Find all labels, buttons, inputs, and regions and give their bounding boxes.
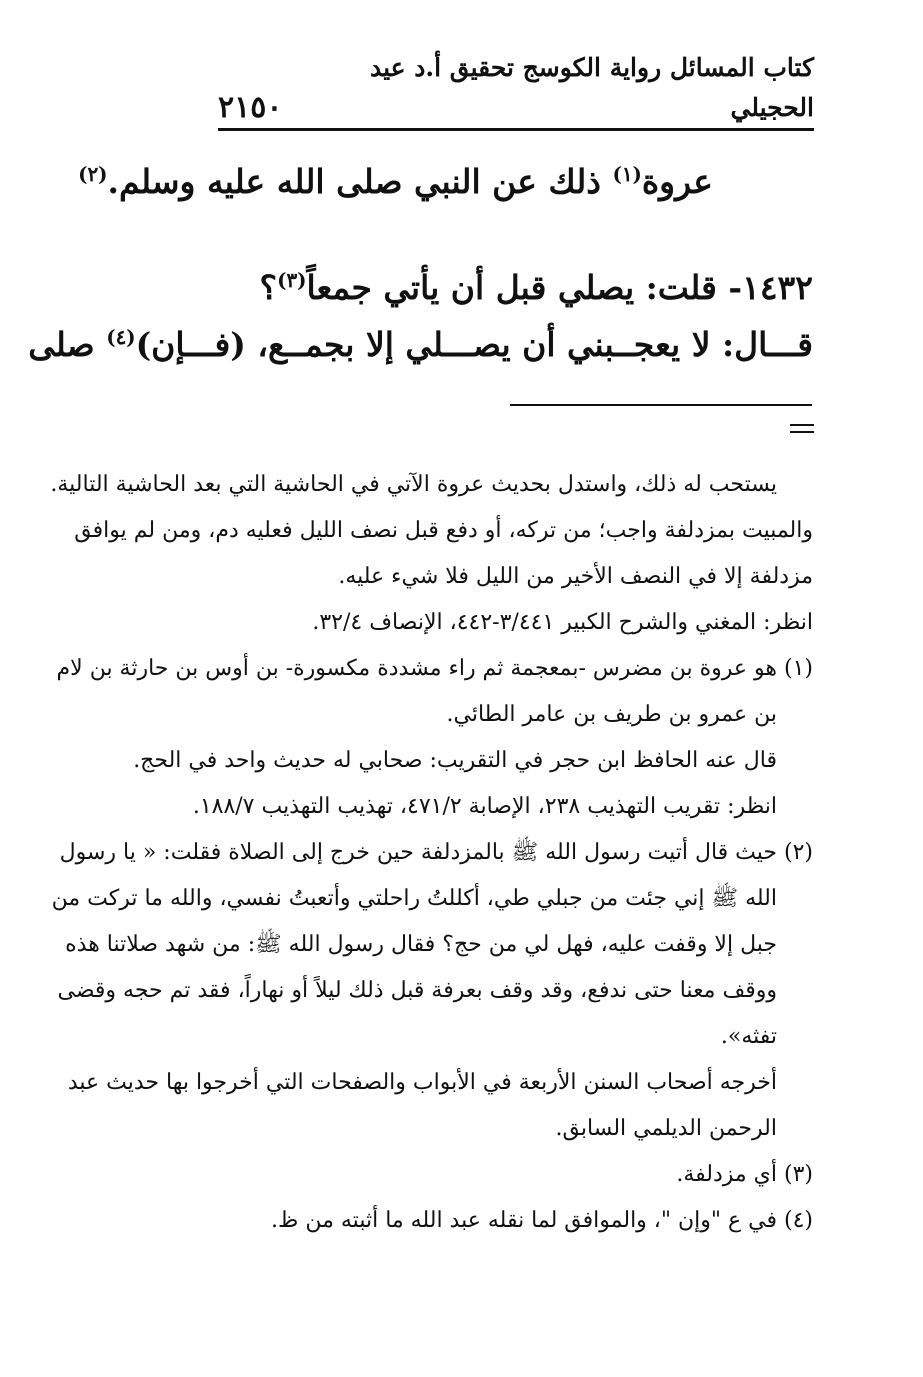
footnote-2-line: الرحمن الديلمي السابق.: [555, 1116, 777, 1141]
text-segment: قـــال: لا يعجــبني أن يصـــلي إلا بجمــع، (فـــإن): [135, 325, 813, 364]
footnote-ref: (٢): [78, 162, 108, 186]
footnote-1-line: انظر: تقريب التهذيب ٢٣٨، الإصابة ٤٧١/٢، تهذيب التهذيب ١٨٨/٧.: [192, 794, 777, 819]
footnotes: [50, 462, 813, 1244]
footnote-4: (٤) في ع "وإن "، والموافق لما نقله عبد الله ما أثبته من ظ.: [271, 1208, 813, 1233]
footnote-2-line: ووقف معنا حتى ندفع، وقد وقف بعرفة قبل ذلك ليلاً أو نهاراً، فقد تم حجه وقضى: [57, 978, 777, 1003]
footnote-ref: (٤): [106, 325, 136, 349]
footnote-2-line: أخرجه أصحاب السنن الأربعة في الأبواب والصفحات التي أخرجوا بها حديث عبد: [67, 1070, 777, 1095]
answer-line: [28, 325, 813, 364]
footnote-line: والمبيت بمزدلفة واجب؛ من تركه، أو دفع قبل نصف الليل فعليه دم، ومن لم يوافق: [74, 518, 813, 543]
footnote-2-line: جبل إلا وقفت عليه، فهل لي من حج؟ فقال رسول الله ﷺ: من شهد صلاتنا هذه: [65, 932, 777, 957]
footnote-line: انظر: المغني والشرح الكبير ٣/٤٤١-٤٤٢، الإنصاف ٣٢/٤.: [312, 610, 813, 635]
footnote-line: يستحب له ذلك، واستدل بحديث عروة الآتي في الحاشية التي بعد الحاشية التالية.: [50, 472, 777, 497]
page-number: ٢١٥٠: [218, 90, 283, 125]
text-segment: عروة: [641, 162, 713, 201]
text-segment: ذلك عن النبي صلى الله عليه وسلم.: [107, 162, 613, 201]
footnote-ref: (١): [612, 162, 642, 186]
main-text-line-1: [78, 162, 713, 201]
text-segment: ؟: [259, 268, 278, 307]
question-line: [260, 268, 813, 307]
continuation-mark: [790, 424, 814, 438]
page-header: [218, 53, 814, 131]
footnote-3: (٣) أي مزدلفة.: [676, 1162, 813, 1187]
footnote-line: مزدلفة إلا في النصف الأخير من الليل فلا شيء عليه.: [338, 564, 813, 589]
footnote-2-line: الله ﷺ إني جئت من جبلي طي، أكللتُ راحلتي وأتعبتُ نفسي، والله ما تركت من: [51, 886, 777, 911]
footnote-1-line: (١) هو عروة بن مضرس -بمعجمة ثم راء مشددة مكسورة- بن أوس بن حارثة بن لام: [56, 656, 813, 681]
footnote-1-line: قال عنه الحافظ ابن حجر في التقريب: صحابي له حديث واحد في الحج.: [133, 748, 777, 773]
footnote-2-line: تفثه».: [720, 1024, 777, 1049]
footnote-1-line: بن عمرو بن طريف بن عامر الطائي.: [446, 702, 777, 727]
footnote-separator: [510, 404, 812, 406]
text-segment: صلى: [28, 325, 107, 364]
running-title: كتاب المسائل رواية الكوسج تحقيق أ.د عيد الحجيلي: [370, 53, 814, 122]
text-segment: ١٤٣٢- قلت: يصلي قبل أن يأتي جمعاً: [306, 268, 813, 307]
footnote-ref: (٣): [277, 268, 307, 292]
footnote-2-line: (٢) حيث قال أتيت رسول الله ﷺ بالمزدلفة حين خرج إلى الصلاة فقلت: « يا رسول: [59, 840, 813, 865]
